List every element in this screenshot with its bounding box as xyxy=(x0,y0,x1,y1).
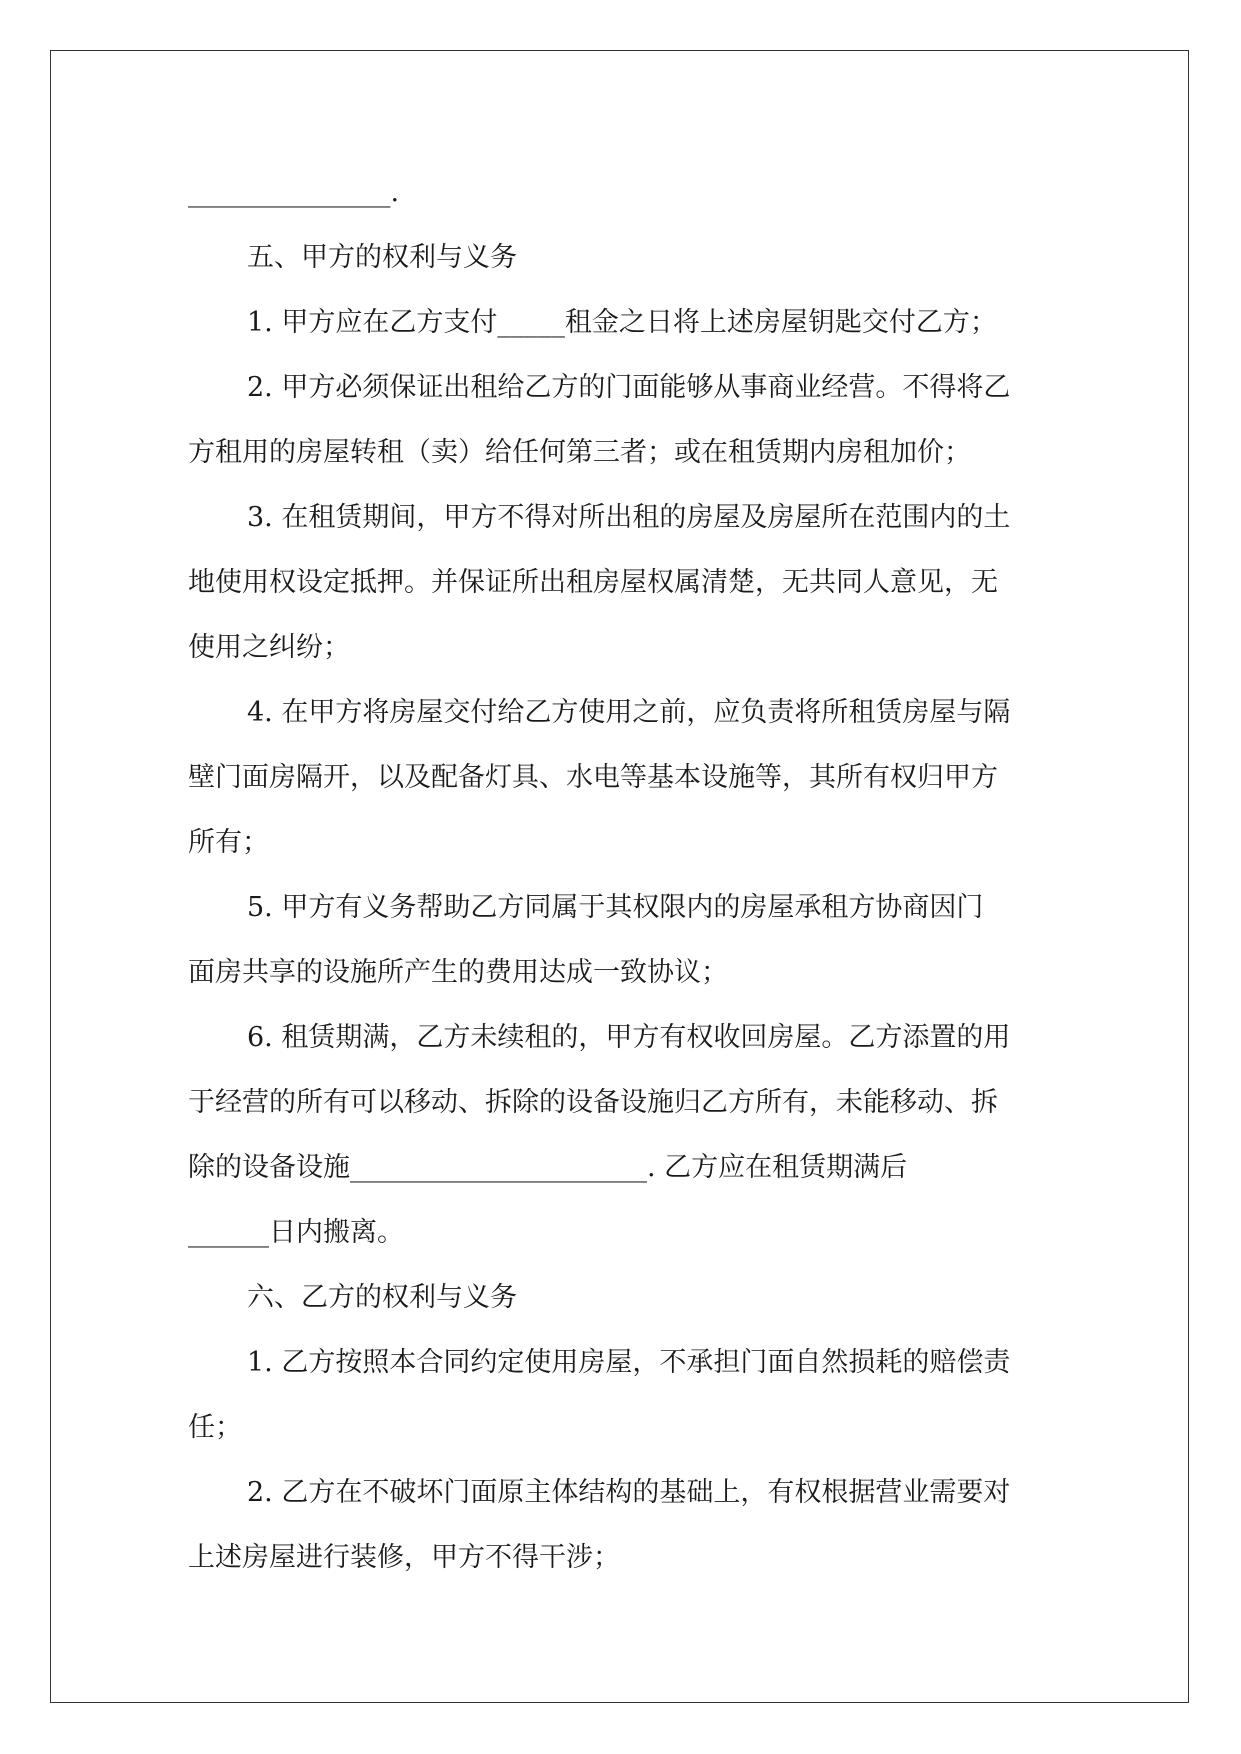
text-line: 壁门面房隔开，以及配备灯具、水电等基本设施等，其所有权归甲方 xyxy=(188,762,998,793)
text-line: 使用之纠纷； xyxy=(188,632,350,663)
text-line: 方租用的房屋转租（卖）给任何第三者；或在租赁期内房租加价； xyxy=(188,437,971,468)
text-line: 于经营的所有可以移动、拆除的设备设施归乙方所有，未能移动、拆 xyxy=(188,1087,998,1118)
text-line: 六、乙方的权利与义务 xyxy=(247,1282,517,1313)
text-line: 6. 租赁期满，乙方未续租的，甲方有权收回房屋。乙方添置的用 xyxy=(247,1022,1011,1053)
text-line: 所有； xyxy=(188,827,269,858)
text-line: 面房共享的设施所产生的费用达成一致协议； xyxy=(188,957,728,988)
text-line: 1. 甲方应在乙方支付_____租金之日将上述房屋钥匙交付乙方； xyxy=(247,307,997,338)
text-line: 五、甲方的权利与义务 xyxy=(247,242,517,273)
document-body xyxy=(188,160,1058,1590)
text-line: ______日内搬离。 xyxy=(188,1217,404,1248)
text-line: 1. 乙方按照本合同约定使用房屋，不承担门面自然损耗的赔偿责 xyxy=(247,1347,1011,1378)
text-line: 上述房屋进行装修，甲方不得干涉； xyxy=(188,1542,620,1573)
text-line: _______________. xyxy=(188,177,400,208)
text-line: 3. 在租赁期间，甲方不得对所出租的房屋及房屋所在范围内的土 xyxy=(247,502,1011,533)
text-line: 2. 乙方在不破坏门面原主体结构的基础上，有权根据营业需要对 xyxy=(247,1477,1011,1508)
text-line: 除的设备设施______________________. 乙方应在租赁期满后 xyxy=(188,1152,908,1183)
text-line: 任； xyxy=(188,1412,242,1443)
text-line: 4. 在甲方将房屋交付给乙方使用之前，应负责将所租赁房屋与隔 xyxy=(247,697,1011,728)
text-line: 地使用权设定抵押。并保证所出租房屋权属清楚，无共同人意见，无 xyxy=(188,567,998,598)
text-line: 5. 甲方有义务帮助乙方同属于其权限内的房屋承租方协商因门 xyxy=(247,892,984,923)
text-line: 2. 甲方必须保证出租给乙方的门面能够从事商业经营。不得将乙 xyxy=(247,372,1011,403)
